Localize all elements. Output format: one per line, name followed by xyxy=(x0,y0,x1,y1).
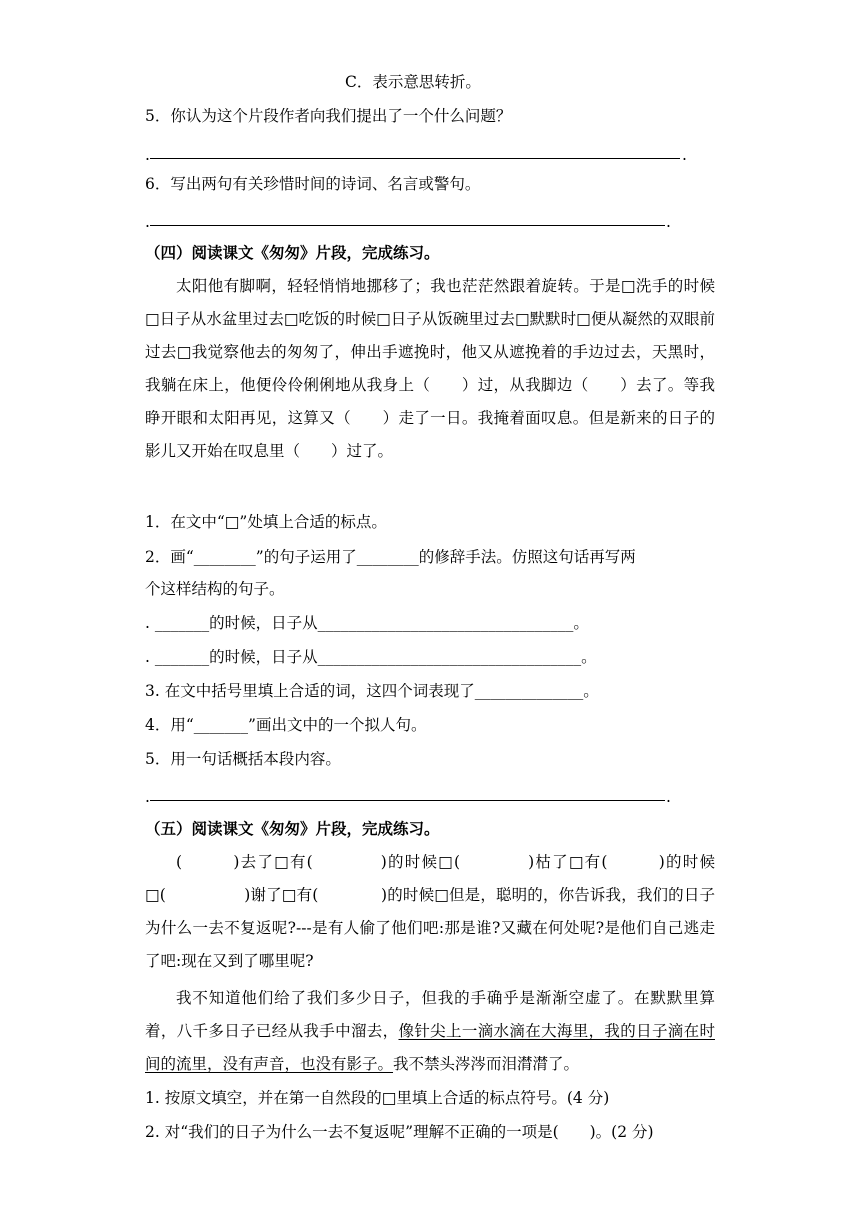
section-4-heading: （四）阅读课文《匆匆》片段，完成练习。 xyxy=(145,244,440,262)
answer-line-q5[interactable] xyxy=(145,140,690,164)
answer-underline xyxy=(150,158,680,159)
answer-line-dot: . xyxy=(145,213,150,231)
section-5-heading: （五）阅读课文《匆匆》片段，完成练习。 xyxy=(145,820,440,838)
paragraph-2-text xyxy=(145,982,715,1081)
answer-line-dot: . xyxy=(145,146,150,164)
section-4-question-2-cont: 个这样结构的句子。 xyxy=(145,580,285,598)
section-4-question-5: 5．用一句话概括本段内容。 xyxy=(145,750,341,768)
option-c: C．表示意思转折。 xyxy=(345,73,481,91)
imitation-sentence-2[interactable]: . _______的时候，日子从__________________________________。 xyxy=(145,648,597,666)
paragraph-2-end: 我不禁头涔涔而泪潸潸了。 xyxy=(393,1055,580,1073)
answer-line-q6[interactable] xyxy=(145,207,675,231)
answer-line-s4-q5[interactable] xyxy=(145,782,675,806)
section-5-question-2: 2. 对“我们的日子为什么一去不复返呢”理解不正确的一项是( )。(2 分) xyxy=(145,1123,654,1141)
section-5-paragraph-2 xyxy=(145,982,715,1081)
paragraph-2-start: 我不知道他们给了我们多少日子，但我的手确乎是渐渐空虚了。在默默里算着，八千多日子已经从我手中溜去， xyxy=(145,989,715,1040)
answer-line-dot: . xyxy=(666,213,671,231)
passage-text: 太阳他有脚啊，轻轻悄悄地挪移了；我也茫茫然跟着旋转。于是□洗手的时候□日子从水盆里过去□吃饭的时候□日子从饭碗里过去□默默时□便从凝然的双眼前过去□我觉察他去的匆匆了，伸出手遮挽时，他又从遮挽着的手边过去，天黑时，我躺在床上，他便伶伶俐俐地从我身上（ ）过，从我脚边（ ）去了。等我睁开眼和太阳再见，这算又（ ）走了一日。我掩着面叹息。但是新来的日子的影儿又开始在叹息里（ ）过了。 xyxy=(145,277,715,460)
underlined-sentence: 像针尖上一滴水滴在大海里，我的日子滴在时间的流里，没有声音，也没有影子。 xyxy=(145,1022,715,1073)
question-5-top: 5．你认为这个片段作者向我们提出了一个什么问题？ xyxy=(145,107,512,125)
section-4-question-4: 4．用“_______”画出文中的一个拟人句。 xyxy=(145,716,427,734)
section-5-paragraph-1 xyxy=(145,846,715,978)
answer-underline xyxy=(150,800,665,801)
section-4-question-1: 1．在文中“□”处填上合适的标点。 xyxy=(145,513,387,531)
question-6-top: 6．写出两句有关珍惜时间的诗词、名言或警句。 xyxy=(145,175,481,193)
answer-underline xyxy=(150,225,665,226)
answer-line-dot: . xyxy=(682,146,687,164)
answer-line-dot: . xyxy=(666,788,671,806)
paragraph-1-text: ( )去了□有( )的时候□( )枯了□有( )的时候□( )谢了□有( )的时候□但是，聪明的，你告诉我，我们的日子为什么一去不复返呢?---是有人偷了他们吧:那是谁?又藏在何处呢?是他们自己逃走了吧:现在又到了哪里呢? xyxy=(145,853,715,970)
section-4-passage xyxy=(145,270,715,468)
section-5-question-1: 1. 按原文填空，并在第一自然段的□里填上合适的标点符号。(4 分) xyxy=(145,1089,610,1107)
imitation-sentence-1[interactable]: . _______的时候，日子从_________________________________。 xyxy=(145,614,589,632)
section-4-question-2: 2．画“________”的句子运用了________的修辞手法。仿照这句话再写两 xyxy=(145,548,636,566)
section-4-question-3: 3. 在文中括号里填上合适的词，这四个词表现了______________。 xyxy=(145,682,599,700)
answer-line-dot: . xyxy=(145,788,150,806)
